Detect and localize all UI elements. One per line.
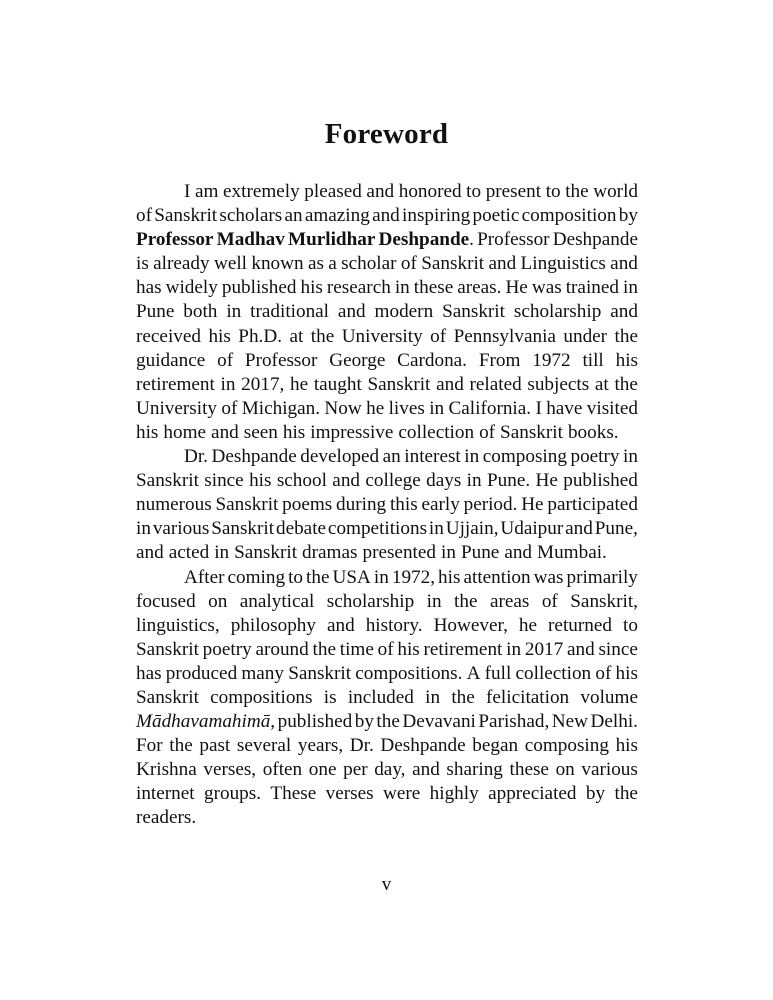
word: impressive [310, 421, 394, 443]
word: his [282, 421, 306, 443]
word: compositions [210, 686, 313, 708]
word: of [377, 638, 394, 660]
text-line [136, 638, 638, 662]
word: For [136, 735, 163, 757]
word: was [533, 566, 564, 588]
word: as [307, 253, 324, 275]
word: early [421, 494, 460, 516]
word: known [251, 253, 304, 275]
word: Parishad, [478, 711, 550, 733]
word: in [425, 686, 441, 708]
word: I [184, 181, 191, 202]
word: widely [165, 277, 218, 299]
word: produced [165, 662, 238, 684]
word: honored [398, 181, 462, 202]
word: poetry [202, 638, 252, 660]
word: participated [547, 494, 638, 516]
word: modern [374, 301, 434, 323]
word: numerous [136, 494, 212, 516]
text-line [136, 590, 638, 614]
word: visited [586, 397, 638, 419]
word: received [136, 325, 201, 347]
word: and [436, 373, 464, 395]
text-line [136, 710, 638, 734]
word: by [618, 205, 638, 227]
word: readers. [136, 807, 197, 829]
word: am [194, 181, 219, 202]
word: attention [463, 566, 531, 588]
word: These [270, 783, 317, 805]
word: Sanskrit [367, 373, 431, 395]
text-line [136, 204, 638, 228]
word: and [326, 614, 355, 636]
word: his [397, 638, 420, 660]
word: has [136, 662, 162, 684]
word: dramas [302, 542, 358, 564]
word: Pennsylvania [453, 325, 556, 347]
word: his [615, 349, 638, 371]
word: the [614, 373, 638, 395]
word: Devavani [402, 711, 476, 733]
word: is [136, 253, 149, 275]
word: the [451, 686, 475, 708]
word: related [469, 373, 522, 395]
word: till [582, 349, 604, 371]
word: time [339, 638, 374, 660]
word: highly [429, 783, 479, 805]
word: these [413, 277, 454, 299]
word: philosophy [230, 614, 316, 636]
word: extremely [223, 181, 300, 202]
word: in [220, 373, 236, 395]
word: full [484, 662, 512, 684]
text-line [136, 686, 638, 710]
word: compositions. [355, 662, 463, 684]
word: Deshpande [552, 229, 638, 251]
page-title: Foreword [324, 118, 449, 150]
word: to [622, 614, 638, 636]
word: were [382, 783, 421, 805]
word: composing [524, 735, 609, 757]
word: A [466, 662, 481, 684]
page-number: v [381, 874, 392, 895]
text-line [136, 180, 638, 204]
word: Deshpande [380, 735, 466, 757]
word: poetry [570, 446, 620, 468]
word: and [337, 301, 366, 323]
word: appreciated [488, 783, 577, 805]
text-line [136, 566, 638, 590]
word: well [213, 253, 248, 275]
word: I [535, 397, 542, 419]
word: in [136, 518, 151, 540]
word: the [306, 566, 330, 588]
word: composition [521, 205, 617, 227]
word: felicitation [486, 686, 570, 708]
word: trained [565, 277, 619, 299]
word: and [136, 542, 164, 564]
word: one [308, 759, 337, 781]
text-line [136, 300, 638, 324]
word: groups. [204, 783, 262, 805]
word: past [199, 735, 231, 757]
word: already [153, 253, 210, 275]
word: he [290, 373, 309, 395]
word: competitions [327, 518, 428, 540]
word: his [615, 735, 638, 757]
word: Mumbai. [537, 542, 607, 564]
word: at [289, 325, 304, 347]
word: Pune [460, 542, 500, 564]
word: and [366, 181, 395, 202]
word: in [428, 518, 444, 540]
word: often [262, 759, 303, 781]
word: California. [448, 397, 532, 419]
word: of [541, 590, 558, 612]
word: of [400, 253, 417, 275]
word: per [343, 759, 368, 781]
word: Sanskrit [154, 205, 218, 227]
word: Sanskrit [442, 301, 505, 323]
word: of [479, 421, 496, 443]
word: have [546, 397, 583, 419]
word: debate [275, 518, 327, 540]
word: in [466, 470, 482, 492]
word: in [426, 590, 442, 612]
word: is [323, 686, 337, 708]
word: this [389, 494, 418, 516]
word: Dr. [184, 446, 208, 468]
word: various [581, 759, 638, 781]
text-line [136, 276, 638, 300]
word: at [594, 373, 609, 395]
text-line [136, 445, 638, 469]
word: to [466, 181, 482, 202]
word: in [506, 638, 522, 660]
word: scholarship [326, 590, 415, 612]
word: returned [548, 614, 612, 636]
word: and [488, 253, 517, 275]
word: Pune. [486, 470, 531, 492]
text-line [136, 517, 638, 541]
word: the [312, 638, 336, 660]
word: analytical [239, 590, 315, 612]
word: taught [313, 373, 362, 395]
word: lives [388, 397, 425, 419]
word: by [585, 783, 606, 805]
word: Murlidhar [287, 229, 376, 251]
word: years, [297, 735, 344, 757]
word: in [394, 277, 410, 299]
word: to [545, 181, 561, 202]
word: Sanskrit [136, 686, 199, 708]
word: acted [168, 542, 210, 564]
word: He [505, 277, 528, 299]
word: the [614, 325, 638, 347]
word: began [472, 735, 519, 757]
word: Pune [136, 301, 175, 323]
word: From [478, 349, 521, 371]
word: published [277, 711, 353, 733]
text-line [136, 758, 638, 782]
word: of [430, 325, 447, 347]
word: and [412, 759, 440, 781]
word: 2017 [524, 638, 564, 660]
word: his [136, 421, 159, 443]
word: and [566, 638, 595, 660]
word: was [531, 277, 562, 299]
word: Sanskrit [421, 253, 485, 275]
word: a [328, 253, 337, 275]
text-line [136, 734, 638, 758]
word: areas [489, 590, 530, 612]
word: has [136, 277, 162, 299]
word: published [563, 470, 638, 492]
word: research [326, 277, 391, 299]
word: New [551, 711, 589, 733]
word: He [535, 470, 558, 492]
word: around [255, 638, 309, 660]
word: in [373, 566, 389, 588]
word: the [454, 590, 478, 612]
word: George [329, 349, 386, 371]
word: traditional [250, 301, 330, 323]
word: both [183, 301, 218, 323]
text-line [136, 541, 638, 565]
word: sharing [446, 759, 503, 781]
word: he [366, 397, 385, 419]
word: Mādhavamahimā [136, 711, 271, 733]
word: day, [374, 759, 406, 781]
word: Sanskrit [234, 542, 298, 564]
word: 1972 [532, 349, 571, 371]
word: in [429, 397, 445, 419]
word: of [595, 662, 612, 684]
word: during [336, 494, 387, 516]
word: Dr. [349, 735, 374, 757]
word: Professor [244, 349, 318, 371]
word: the [565, 181, 589, 202]
word: Professor [136, 229, 214, 251]
word: his [300, 277, 323, 299]
word: amazing [304, 205, 370, 227]
word: After [184, 566, 225, 588]
word: Professor [477, 229, 550, 251]
text-line [136, 373, 638, 397]
word: Sanskrit [288, 662, 352, 684]
word: these [509, 759, 549, 781]
word: and [211, 421, 239, 443]
word: presented [362, 542, 436, 564]
word: However, [433, 614, 508, 636]
word: school [276, 470, 327, 492]
word: Sanskrit [500, 421, 563, 443]
word: guidance [136, 349, 206, 371]
text-line [136, 397, 638, 421]
word: to [288, 566, 304, 588]
word: of [136, 205, 152, 227]
word: home [163, 421, 207, 443]
word: Sanskrit, [570, 590, 638, 612]
word: Sanskrit [136, 470, 199, 492]
word: collection [515, 662, 592, 684]
word: of [221, 397, 238, 419]
word: in [623, 277, 638, 299]
word: the [169, 735, 193, 757]
word: his [615, 662, 638, 684]
word: scholars [219, 205, 283, 227]
paragraph-3 [136, 566, 638, 831]
word: focused [136, 590, 196, 612]
word: Sanskrit [136, 638, 199, 660]
word: and [372, 205, 400, 227]
word: an [284, 205, 303, 227]
word: Sanskrit [211, 518, 275, 540]
foreword-body [136, 180, 638, 831]
text-line [136, 614, 638, 638]
word: Ph.D. [238, 325, 283, 347]
word: his [208, 325, 231, 347]
word: on [208, 590, 228, 612]
word: various [152, 518, 210, 540]
text-line [136, 469, 638, 493]
word: Delhi. [590, 711, 638, 733]
word: Cardona. [397, 349, 467, 371]
word: Sanskrit [215, 494, 279, 516]
word: by [354, 711, 374, 733]
paragraph-1 [136, 180, 638, 445]
word: in [226, 301, 242, 323]
word: retirement [423, 638, 503, 660]
word: Now [324, 397, 362, 419]
word: poetic [472, 205, 520, 227]
word: and [565, 518, 593, 540]
word: under [563, 325, 608, 347]
word: on [555, 759, 575, 781]
word: and [610, 253, 638, 275]
word: books. [567, 421, 619, 443]
word: linguistics, [136, 614, 220, 636]
word: days [426, 470, 462, 492]
word: Krishna [136, 759, 197, 781]
word [379, 228, 474, 252]
word [136, 710, 275, 734]
word: primarily [566, 566, 638, 588]
word: his [249, 470, 272, 492]
word: world [593, 181, 638, 202]
word: Deshpande [378, 229, 470, 251]
word: scholar [341, 253, 397, 275]
word: Deshpande [211, 446, 297, 468]
word: volume [580, 686, 638, 708]
word: collection [398, 421, 475, 443]
text-line [136, 252, 638, 276]
word: present [485, 181, 542, 202]
word: coming [227, 566, 286, 588]
word: college [365, 470, 421, 492]
word: interest [404, 446, 461, 468]
word: Michigan. [241, 397, 321, 419]
word: . [469, 229, 474, 251]
word: pleased [304, 181, 362, 202]
word: many [241, 662, 284, 684]
word: and [504, 542, 533, 564]
word: poems [282, 494, 333, 516]
word: internet [136, 783, 195, 805]
word: since [204, 470, 244, 492]
word: in [464, 446, 480, 468]
word: Linguistics [520, 253, 606, 275]
word: the [376, 711, 400, 733]
word: his [438, 566, 461, 588]
word: subjects [527, 373, 590, 395]
word: Pune, [594, 518, 638, 540]
word: Udaipur [500, 518, 564, 540]
word: areas. [457, 277, 502, 299]
word: period. [463, 494, 518, 516]
word: seen [243, 421, 278, 443]
word: and [332, 470, 361, 492]
word: of [217, 349, 234, 371]
word: and [610, 301, 638, 323]
word: included [347, 686, 414, 708]
text-line [136, 325, 638, 349]
word: several [236, 735, 292, 757]
word: developed [300, 446, 380, 468]
word: in [441, 542, 456, 564]
text-line [136, 806, 638, 830]
word: history. [365, 614, 423, 636]
word: retirement [136, 373, 215, 395]
text-line [136, 493, 638, 517]
word: He [521, 494, 544, 516]
text-line [136, 421, 638, 445]
word: the [614, 783, 638, 805]
word: the [310, 325, 335, 347]
paragraph-2 [136, 445, 638, 565]
word: in [623, 446, 638, 468]
word: 2017, [241, 373, 285, 395]
word: since [598, 638, 638, 660]
word: verses [325, 783, 374, 805]
word: an [382, 446, 401, 468]
text-line [136, 782, 638, 806]
word: University [341, 325, 423, 347]
word: 1972, [391, 566, 436, 588]
word: Ujjain, [445, 518, 499, 540]
word: composing [482, 446, 567, 468]
word: Madhav [216, 229, 285, 251]
text-line [136, 662, 638, 686]
text-line [136, 349, 638, 373]
word: , [270, 711, 276, 733]
word: USA [332, 566, 371, 588]
word: published [221, 277, 297, 299]
word: inspiring [402, 205, 471, 227]
word: verses, [203, 759, 257, 781]
text-line [136, 228, 638, 252]
word: he [518, 614, 538, 636]
word: in [214, 542, 230, 564]
word: scholarship [513, 301, 602, 323]
word: University [136, 397, 218, 419]
